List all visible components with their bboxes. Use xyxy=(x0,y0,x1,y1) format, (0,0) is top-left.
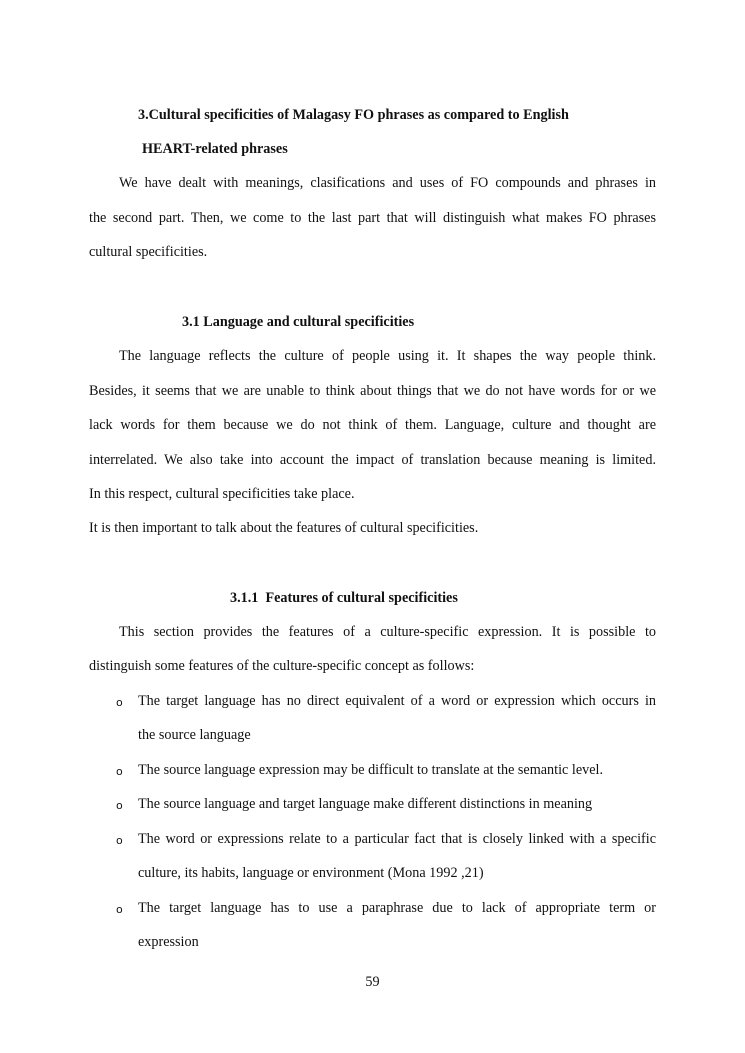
section-3-1-1-intro-line1: This section provides the features of a culture-specific expression. It is possible to xyxy=(119,624,656,640)
section-3-1-para-line2: Besides, it seems that we are unable to think about things that we do not have words for or we xyxy=(89,383,656,399)
section-3-1-para-line4: interrelated. We also take into account the impact of translation because meaning is limited. xyxy=(89,452,656,468)
bullet-marker: o xyxy=(116,834,123,847)
section-3-1-para-line1: The language reflects the culture of people using it. It shapes the way people think. xyxy=(119,348,656,364)
section-3-1-1-title: Features of cultural specificities xyxy=(265,590,458,606)
list-item-line1: The source language expression may be difficult to translate at the semantic level. xyxy=(138,762,604,778)
section-3-title-line2: HEART-related phrases xyxy=(142,141,288,157)
section-3-1-1-heading xyxy=(230,590,458,607)
section-3-title-line1: Cultural specificities of Malagasy FO phrases as compared to English xyxy=(148,107,569,123)
bullet-marker: o xyxy=(116,903,123,916)
list-item-line1: The target language has no direct equivalent of a word or expression which occurs in xyxy=(138,693,656,709)
section-3-para-line3: cultural specificities. xyxy=(89,244,208,260)
section-3-para-line1: We have dealt with meanings, clasifications and uses of FO compounds and phrases in xyxy=(119,175,656,191)
bullet-marker: o xyxy=(116,765,123,778)
section-3-para-line2: the second part. Then, we come to the last part that will distinguish what makes FO phrases xyxy=(89,210,656,226)
section-3-1-para2: It is then important to talk about the features of cultural specificities. xyxy=(89,520,479,536)
list-item-line1: The source language and target language make different distinctions in meaning xyxy=(138,796,593,812)
list-item-line1: The target language has to use a paraphrase due to lack of appropriate term or xyxy=(138,900,656,916)
list-item-line2: culture, its habits, language or environment (Mona 1992 ,21) xyxy=(138,865,484,881)
list-item-line2: expression xyxy=(138,934,199,950)
bullet-marker: o xyxy=(116,799,123,812)
section-3-1-1-number: 3.1.1 xyxy=(230,590,259,606)
list-item-line2: the source language xyxy=(138,727,251,743)
section-3-1-1-intro-line2: distinguish some features of the culture-specific concept as follows: xyxy=(89,658,475,674)
bullet-marker: o xyxy=(116,696,123,709)
list-item-line1: The word or expressions relate to a particular fact that is closely linked with a specific xyxy=(138,831,656,847)
section-3-number: 3. xyxy=(138,107,149,123)
section-3-heading xyxy=(138,107,569,124)
section-3-1-heading: 3.1 Language and cultural specificities xyxy=(182,314,415,330)
page-number: 59 xyxy=(365,974,380,990)
section-3-1-para-line3: lack words for them because we do not think of them. Language, culture and thought are xyxy=(89,417,656,433)
section-3-1-para-line5: In this respect, cultural specificities take place. xyxy=(89,486,355,502)
